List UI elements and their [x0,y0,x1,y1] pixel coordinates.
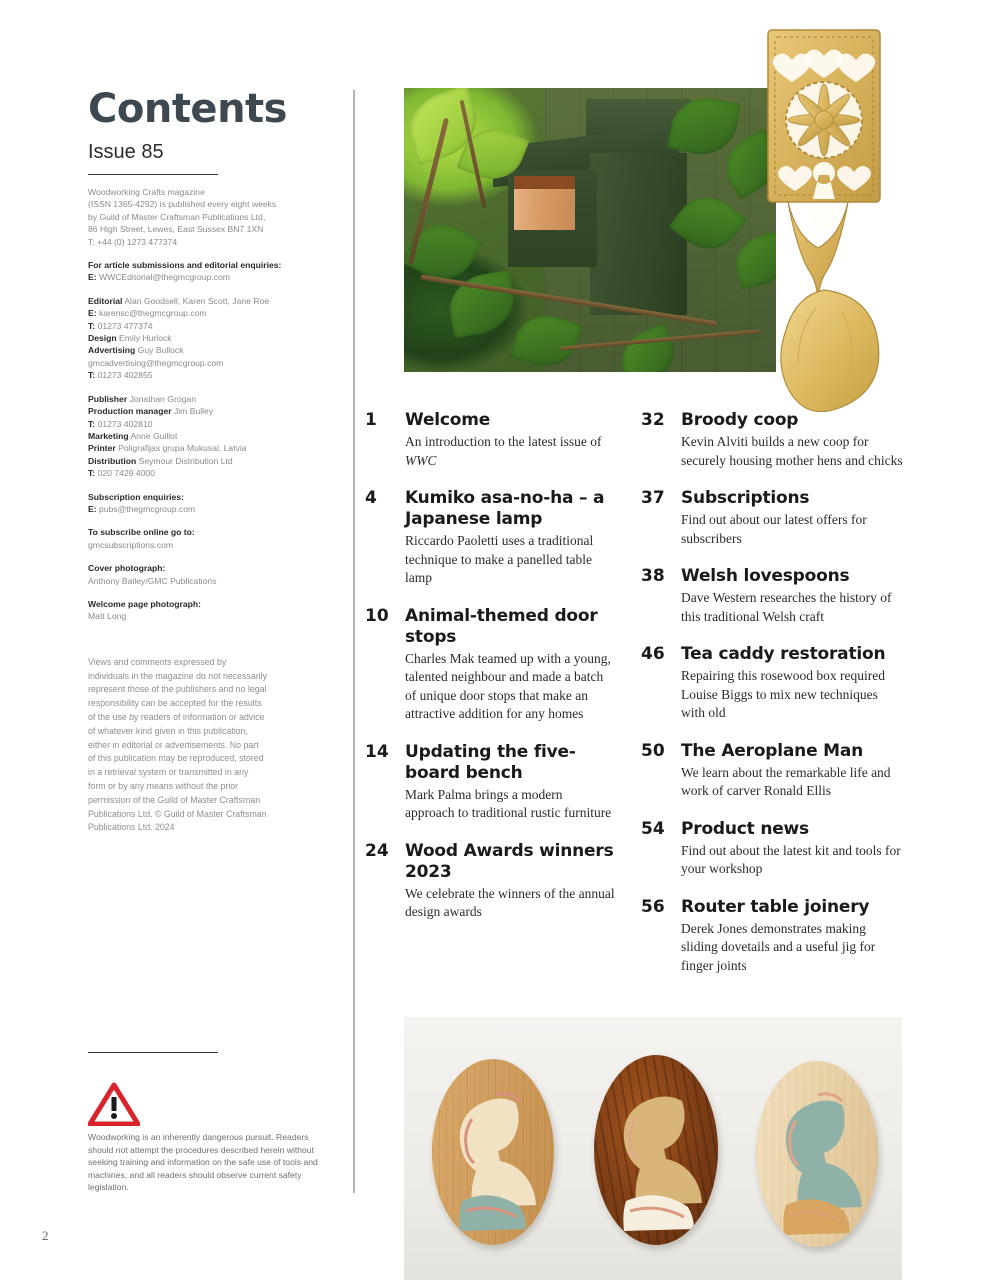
nest-box-photo [404,88,776,372]
welcome-photo-heading: Welcome page photograph: [88,598,201,609]
masthead-column [88,86,320,835]
lovespoon-bowl [781,290,879,412]
staff-label: T: [88,468,96,479]
staff-label: T: [88,370,96,381]
issue-label: Issue 85 [88,141,164,163]
warning-triangle-icon [88,1082,140,1126]
welcome-photo-credit-block [88,598,320,623]
submissions-heading: For article submissions and editorial enquiries: [88,260,282,271]
entry-page-number: 46 [641,644,665,664]
contents-entry[interactable] [641,897,903,976]
cover-photo-credit: Anthony Bailey/GMC Publications [88,575,217,586]
contents-entry[interactable] [365,742,615,823]
entry-page-number: 54 [641,818,665,839]
column-divider [353,90,355,1193]
subscription-email[interactable]: pubs@thegmcgroup.com [98,503,196,514]
staff-value: Jonathan Grogan [129,393,196,404]
entry-title: Updating the five-board bench [405,741,576,783]
entry-description: Derek Jones demonstrates making sliding dovetails and a useful jig for finger joints [681,920,876,973]
contents-entry[interactable] [641,566,903,626]
entry-description: Dave Western researches the history of this traditional Welsh craft [681,590,892,624]
entry-title: Welsh lovespoons [681,566,850,586]
entry-title: Subscriptions [681,488,810,508]
entry-title: Tea caddy restoration [681,644,886,664]
cameo-plaque-middle [594,1055,718,1245]
staff-value: Seymour Distribution Ltd [138,455,233,466]
silhouette-face [624,1096,702,1205]
entry-page-number: 24 [365,840,389,861]
imprint-line: (ISSN 1365-4292) is published every eight weeks [88,199,277,210]
welsh-lovespoon-photo [750,22,910,412]
cameo-plaque-right [756,1061,878,1247]
entry-description: Riccardo Paoletti uses a traditional technique to make a panelled table lamp [405,533,594,585]
subscribe-heading: To subscribe online go to: [88,527,195,538]
staff-value: 01273 402810 [97,418,153,429]
contents-entry[interactable] [365,841,615,922]
entry-page-number: 10 [365,605,389,626]
production-staff-block [88,393,320,480]
staff-label: Editorial [88,295,123,306]
staff-label: Design [88,333,117,344]
subscription-heading: Subscription enquiries: [88,491,184,502]
cover-photo-heading: Cover photograph: [88,563,166,574]
staff-label: Printer [88,443,116,454]
imprint-line: by Guild of Master Craftsman Publications Ltd, [88,211,266,222]
entry-title: Router table joinery [681,896,870,917]
entry-description [405,433,615,470]
entry-description: Repairing this rosewood box required Louise Biggs to mix new techniques with old [681,668,885,720]
lovespoon-neck [788,202,848,306]
staff-value: Emily Hurlock [119,333,172,344]
staff-label: E: [88,308,97,319]
entry-title: Animal-themed door stops [405,605,598,647]
nest-box-side [590,153,687,315]
safety-notice-text: Woodworking is an inherently dangerous pursuit. Readers should not attempt the procedures described herein without seeking training and information on the safe use of tools and machines, and all readers should observe current safety legislation. [88,1132,318,1193]
staff-value: 020 7429 4000 [97,468,155,479]
staff-label: T: [88,320,96,331]
entry-description: We celebrate the winners of the annual design awards [405,885,615,919]
staff-value: 01273 402855 [97,370,153,381]
staff-label: Publisher [88,393,128,404]
entry-page-number: 56 [641,896,665,917]
magazine-imprint [88,186,320,248]
silhouette-face [460,1098,536,1207]
lovespoon-panel [768,30,880,202]
title-divider-rule [88,174,218,175]
staff-label: Distribution [88,455,137,466]
email-label: E: [88,503,97,514]
entry-desc-text: An introduction to the latest issue of [405,434,602,449]
entry-title: Kumiko asa-no-ha – a Japanese lamp [405,488,605,529]
entry-page-number: 4 [365,488,377,508]
staff-value: 01273 477374 [97,320,153,331]
imprint-line: 86 High Street, Lewes, East Sussex BN7 1XN [88,224,264,235]
silhouette-face [786,1100,862,1209]
cameo-plaque-left [432,1059,554,1245]
staff-label: Advertising [88,345,136,356]
entry-description: We learn about the remarkable life and work of carver Ronald Ellis [681,764,891,798]
staff-label: T: [88,418,96,429]
advertising-email[interactable]: gmcadvertising@thegmcgroup.com [88,357,224,368]
subscribe-online-block [88,526,320,551]
staff-value: Poligrafijas grupa Mukusal, Latvia [118,443,247,454]
entry-description: Kevin Alviti builds a new coop for securely housing mother hens and chicks [681,434,903,468]
contents-list-left [365,410,615,940]
staff-value: Guy Bullock [137,345,184,356]
contents-entry[interactable] [365,488,615,588]
safety-divider-rule [88,1052,218,1053]
entry-description: Mark Palma brings a modern approach to traditional rustic furniture [405,786,612,820]
entry-title: Welcome [405,410,491,430]
entry-description: Find out about the latest kit and tools for your workshop [681,842,901,876]
entry-description: Find out about our latest offers for subscribers [681,512,867,546]
entry-page-number: 50 [641,740,665,761]
subscription-enquiries-block [88,491,320,516]
entry-title: Broody coop [681,410,799,430]
submissions-email[interactable]: WWCEditorial@thegmcgroup.com [98,272,230,283]
editorial-staff-block [88,295,320,382]
hair-top [818,1094,842,1101]
subscribe-url[interactable]: gmcsubscriptions.com [88,539,174,550]
editorial-submissions-block [88,259,320,284]
entry-title: Wood Awards winners 2023 [405,840,614,882]
staff-value: Anne Guillot [130,430,178,441]
contents-list-right [641,410,903,993]
entry-title: The Aeroplane Man [681,740,864,761]
staff-value: Jim Bulley [173,406,214,417]
entry-title: Product news [681,818,809,839]
page-title: Contents [88,86,287,132]
email-label: E: [88,272,97,283]
staff-value: Alan Goodsell, Karen Scott, Jane Roe [124,295,270,306]
staff-value[interactable]: karensc@thegmcgroup.com [98,308,207,319]
cover-photo-credit-block [88,562,320,587]
legal-disclaimer: Views and comments expressed by individuals in the magazine do not necessarily represent those of the publishers and no legal responsibility can be accepted for the results of the use by readers of information or advice of whatever kind given in this publication, either in editorial or advertisements. No part of this publication may be reproduced, stored in a retrieval system or transmitted in any form or by any means without the prior permission of the Guild of Master Craftsman Publications Ltd. © Guild of Master Craftsman Publications Ltd. 2024 [88,656,267,833]
entry-description: Charles Mak teamed up with a young, talented neighbour and made a batch of unique door stops that make an attractive addition for any homes [405,650,611,721]
contents-entry[interactable] [641,741,903,801]
marquetry-cameos-photo [404,1017,902,1280]
staff-label: Marketing [88,430,129,441]
page-number: 2 [42,1228,49,1243]
entry-page-number: 32 [641,410,665,430]
contents-entry[interactable] [365,606,615,724]
entry-page-number: 38 [641,566,665,586]
imprint-line: Woodworking Crafts magazine [88,187,205,197]
entry-desc-italic: WWC [405,452,437,468]
contents-entry[interactable] [641,644,903,723]
contents-entry[interactable] [641,819,903,879]
entry-page-number: 1 [365,410,377,430]
nest-box-panel-shadow [514,176,575,189]
contents-entry[interactable] [641,410,903,470]
contents-entry[interactable] [641,488,903,548]
entry-page-number: 14 [365,741,389,762]
welcome-photo-credit: Matt Long [88,611,127,622]
entry-page-number: 37 [641,488,665,508]
imprint-phone: T: +44 (0) 1273 477374 [88,236,178,247]
contents-entry[interactable] [365,410,615,470]
staff-label: Production manager [88,406,172,417]
